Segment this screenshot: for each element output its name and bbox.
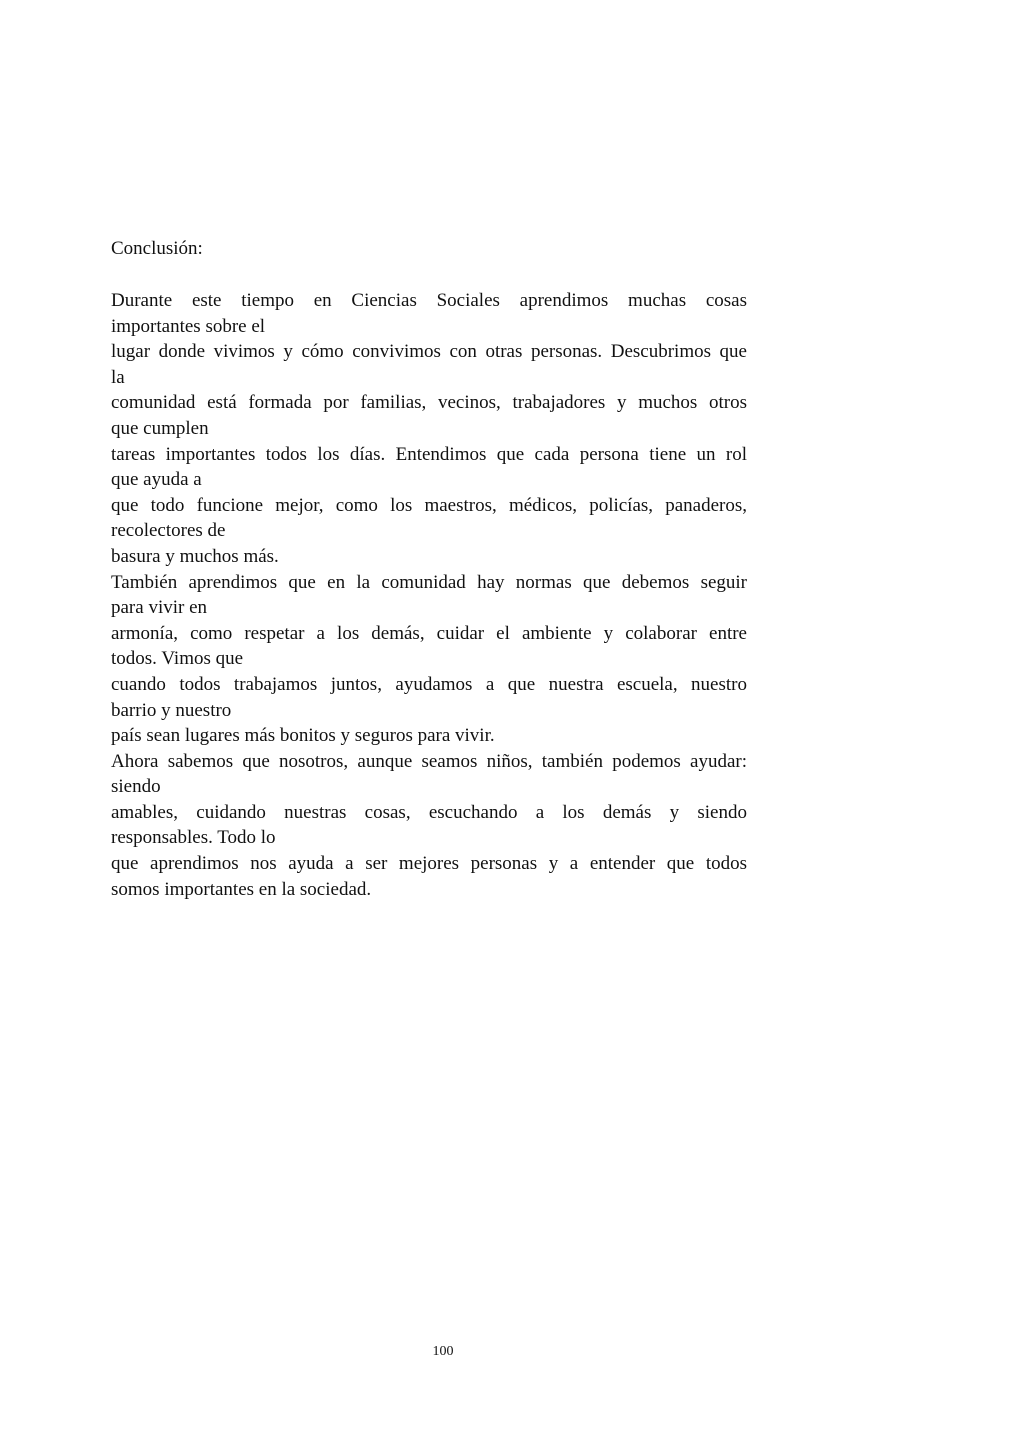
section-heading: Conclusión: [111, 238, 203, 259]
body-line: comunidad está formada por familias, vecinos, trabajadores y muchos otros [111, 392, 747, 414]
body-line: barrio y nuestro [111, 699, 232, 721]
body-line: lugar donde vivimos y cómo convivimos con otras personas. Descubrimos que [111, 341, 747, 363]
body-line: amables, cuidando nuestras cosas, escuchando a los demás y siendo [111, 801, 747, 823]
body-line: todos. Vimos que [111, 648, 244, 670]
body-line: importantes sobre el [111, 315, 266, 337]
body-line: que todo funcione mejor, como los maestros, médicos, policías, panaderos, [111, 494, 747, 516]
body-line: siendo [111, 776, 161, 798]
body-line: Durante este tiempo en Ciencias Sociales aprendimos muchas cosas [111, 290, 747, 311]
body-line: tareas importantes todos los días. Entendimos que cada persona tiene un rol [111, 443, 747, 465]
body-line: responsables. Todo lo [111, 827, 276, 849]
body-line: que ayuda a [111, 469, 202, 491]
body-line: También aprendimos que en la comunidad hay normas que debemos seguir [111, 571, 747, 593]
body-line: somos importantes en la sociedad. [111, 878, 372, 900]
body-line: que aprendimos nos ayuda a ser mejores personas y a entender que todos [111, 853, 747, 875]
body-line: que cumplen [111, 417, 209, 439]
body-line: Ahora sabemos que nosotros, aunque seamos niños, también podemos ayudar: [111, 750, 747, 772]
body-line: la [111, 366, 125, 388]
body-line: armonía, como respetar a los demás, cuidar el ambiente y colaborar entre [111, 622, 747, 644]
body-line: para vivir en [111, 597, 208, 619]
page-number: 100 [432, 1344, 454, 1359]
body-line: país sean lugares más bonitos y seguros para vivir. [111, 725, 495, 747]
body-line: recolectores de [111, 520, 226, 542]
conclusion-body [111, 288, 747, 902]
body-line: basura y muchos más. [111, 545, 279, 567]
body-line: cuando todos trabajamos juntos, ayudamos a que nuestra escuela, nuestro [111, 673, 747, 695]
